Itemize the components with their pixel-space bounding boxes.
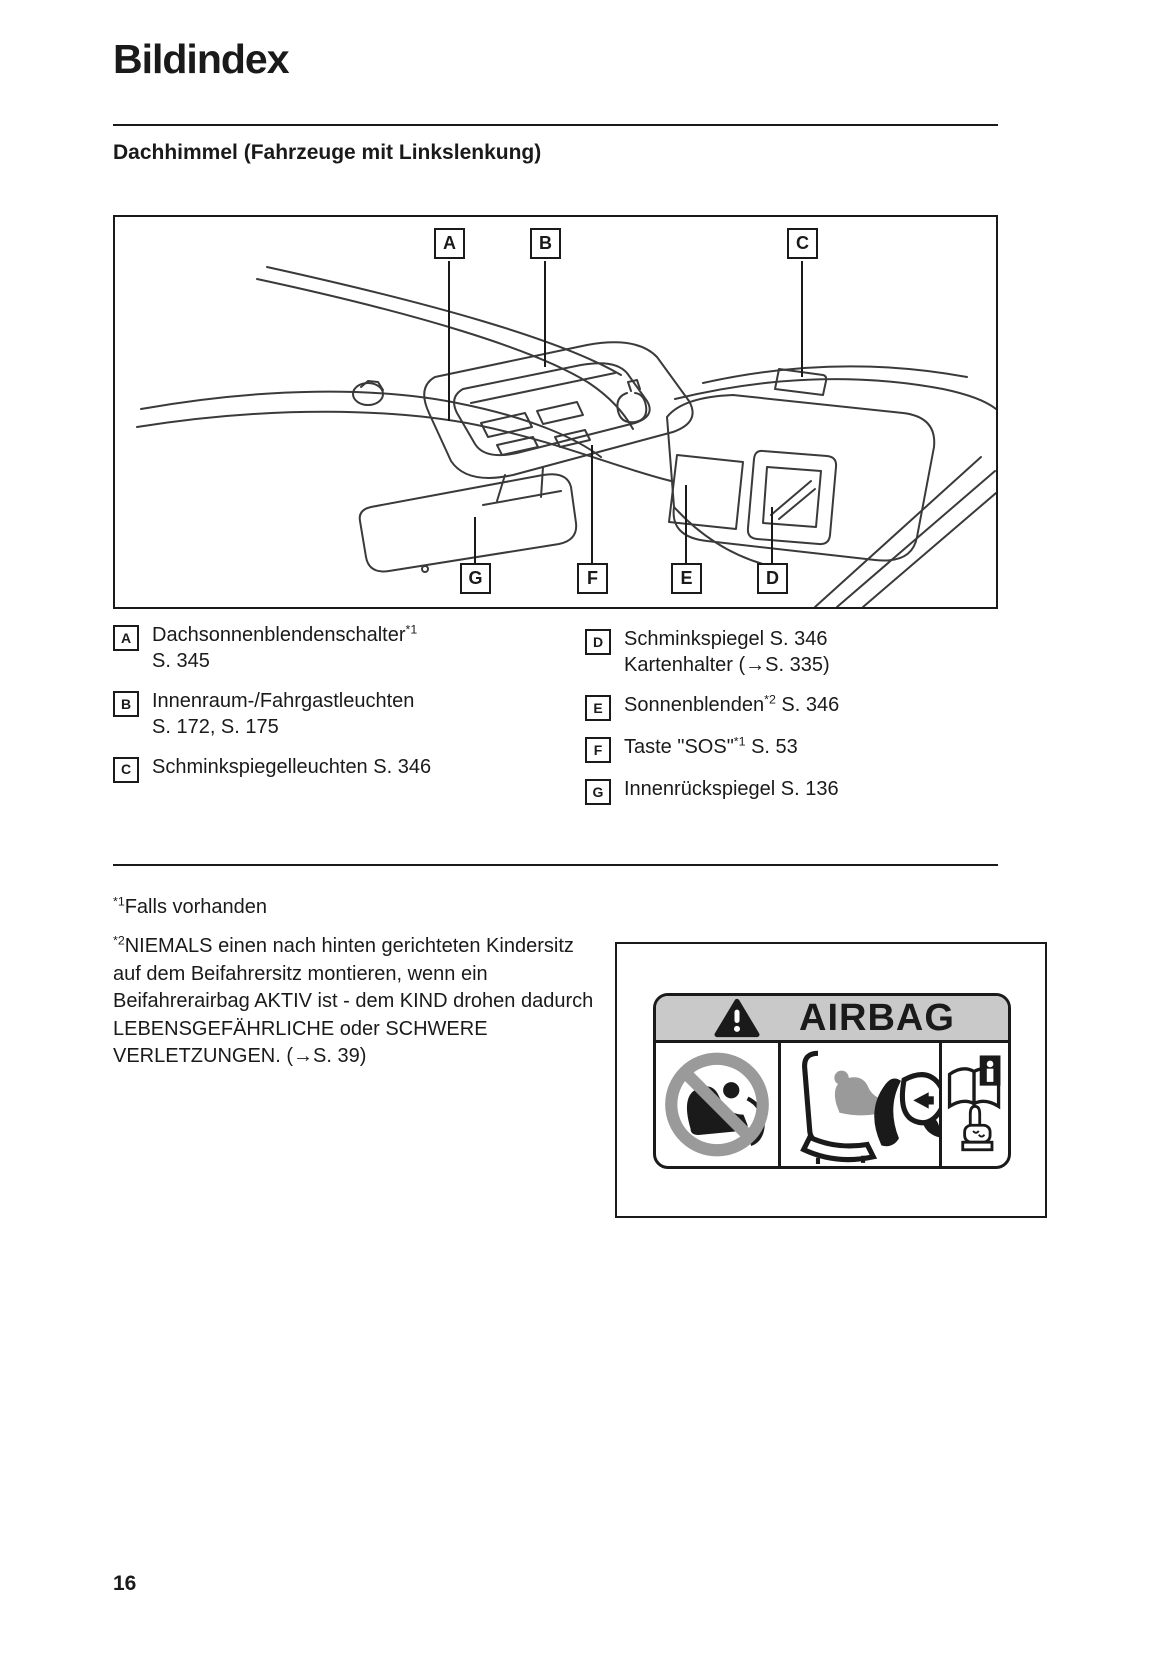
footnote-2: $^{*2}$NIEMALS einen nach hinten gerichteten Kindersitz auf dem Beifahrersitz montieren, wenn ein Beifahrerairbag AKTIV ist - dem KIND drohen dadurch LEBENSGEFÄHRLICHE oder SCHWERE VERLETZUNGEN. (→S. 39) <box>113 933 594 1068</box>
legend-item-a <box>113 622 583 675</box>
legend-chip-f: F <box>585 737 611 763</box>
callout-e: E <box>671 563 702 594</box>
legend-right-column <box>585 626 1005 818</box>
headliner-diagram <box>113 215 998 609</box>
legend-text: Innenraum-/Fahrgastleuchten S. 172, S. 175 <box>152 689 415 739</box>
legend-chip-e: E <box>585 695 611 721</box>
divider-line <box>113 124 998 126</box>
legend-text: Dachsonnenblendenschalter$^{*1}$ S. 345 <box>152 622 418 673</box>
legend-item-d <box>585 626 1005 679</box>
warning-triangle-icon <box>714 998 760 1038</box>
airbag-title: AIRBAG <box>799 997 955 1039</box>
callout-f: F <box>577 563 608 594</box>
legend-chip-a: A <box>113 625 139 651</box>
legend-text: Schminkspiegel S. 346 Kartenhalter (→S. 335) <box>624 628 830 677</box>
legend-text: Innenrückspiegel S. 136 <box>624 777 839 800</box>
headliner-line-drawing <box>115 217 996 607</box>
divider-line <box>113 864 998 866</box>
legend-text: Sonnenblenden$^{*2}$ S. 346 <box>624 692 840 716</box>
page-number: 16 <box>113 1572 137 1595</box>
page-title: Bildindex <box>113 36 289 82</box>
legend-item-f <box>585 734 1005 763</box>
legend-item-c <box>113 754 583 783</box>
callout-d: D <box>757 563 788 594</box>
legend-text: Taste "SOS"$^{*1}$ S. 53 <box>624 734 798 758</box>
legend-text: Schminkspiegelleuchten S. 346 <box>152 755 432 778</box>
airbag-label-header <box>656 996 1008 1043</box>
legend-chip-g: G <box>585 779 611 805</box>
footnote-1: $^{*1}$Falls vorhanden <box>113 894 268 918</box>
legend-item-g <box>585 776 1005 805</box>
callout-b: B <box>530 228 561 259</box>
legend-left-column <box>113 622 583 796</box>
airbag-pictogram-panels <box>656 1043 1008 1166</box>
legend-item-b <box>113 688 583 741</box>
callout-g: G <box>460 563 491 594</box>
callout-c: C <box>787 228 818 259</box>
legend-item-e <box>585 692 1005 721</box>
legend-chip-c: C <box>113 757 139 783</box>
owners-manual-info-icon <box>939 1043 1008 1166</box>
airbag-warning-label <box>653 993 1011 1169</box>
legend-chip-b: B <box>113 691 139 717</box>
no-rear-facing-child-seat-icon <box>656 1043 778 1166</box>
section-heading: Dachhimmel (Fahrzeuge mit Linkslenkung) <box>113 141 542 164</box>
airbag-deployment-icon <box>778 1043 939 1166</box>
legend-chip-d: D <box>585 629 611 655</box>
airbag-warning-figure <box>615 942 1047 1218</box>
callout-a: A <box>434 228 465 259</box>
